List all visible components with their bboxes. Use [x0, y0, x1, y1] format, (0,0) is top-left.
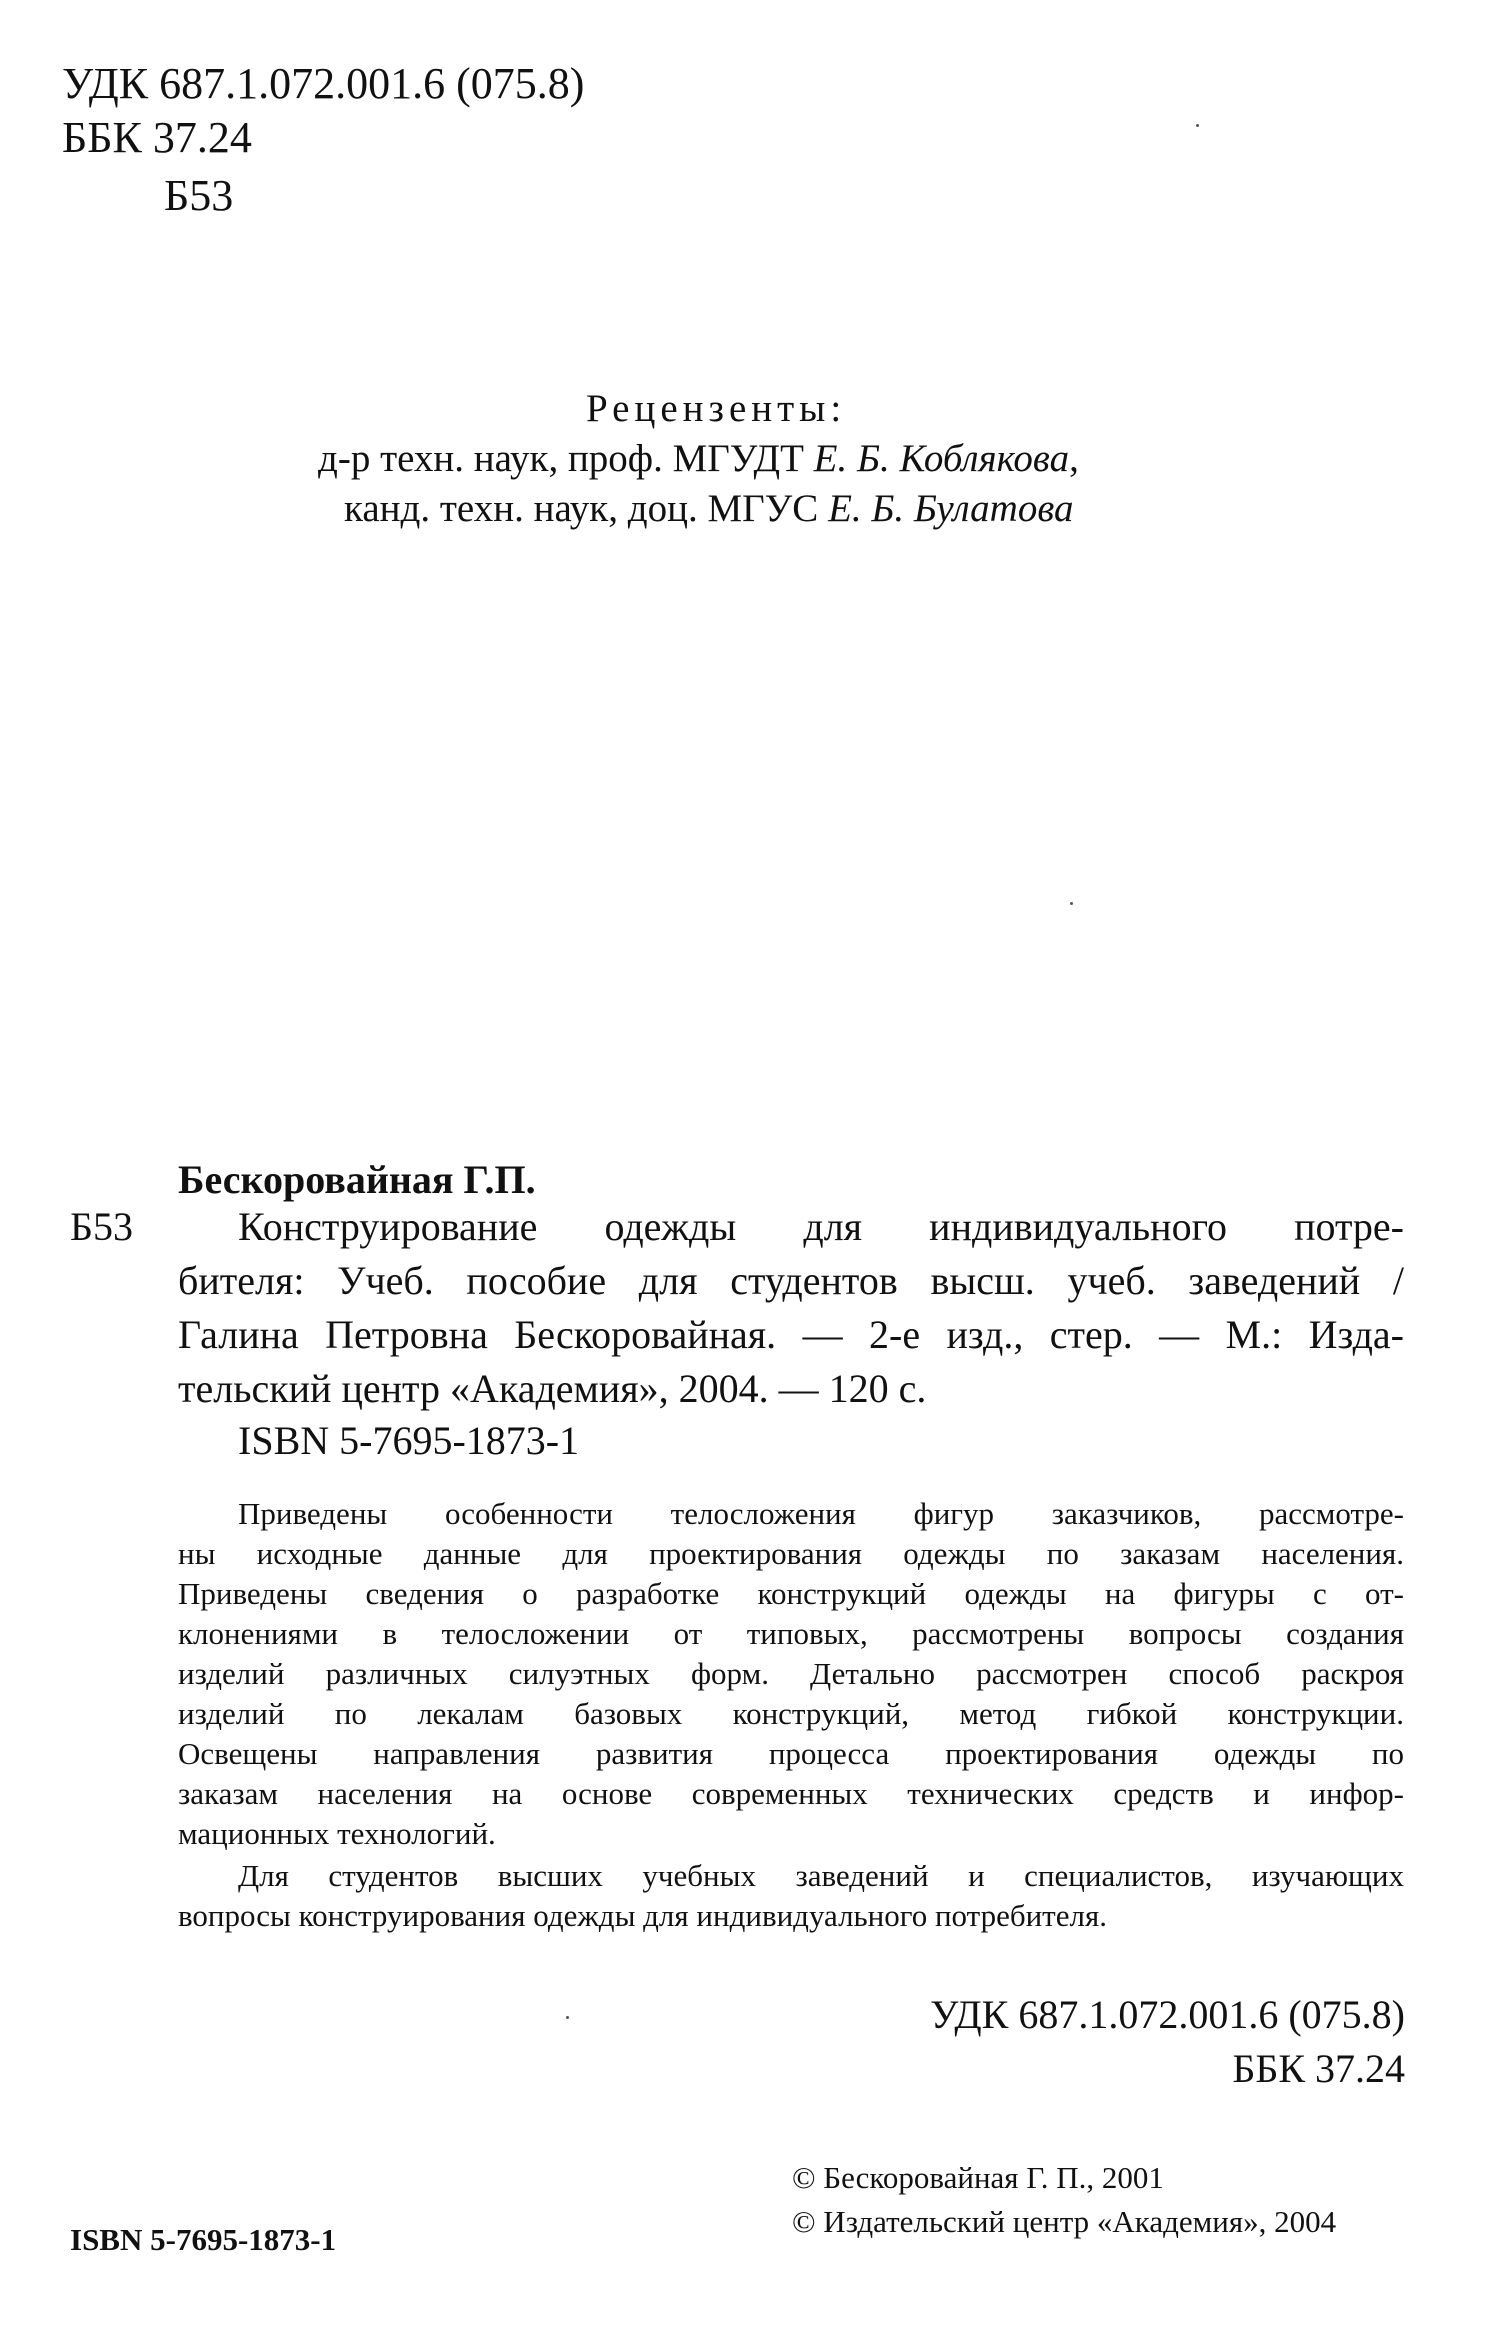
annotation-line: Для студентов высших учебных заведений и специалистов, изучающих — [238, 1858, 1404, 1893]
biblio-line: Конструирование одежды для индивидуального потре- — [238, 1204, 1404, 1249]
reviewer-2-name: Е. Б. Булатова — [828, 487, 1074, 530]
reviewer-1-name: Е. Б. Коблякова — [813, 437, 1070, 480]
reviewer-1 — [318, 434, 1079, 484]
reviewer-1-position: д-р техн. наук, проф. МГУДТ — [318, 437, 814, 480]
bbk-code-bottom: ББК 37.24 — [1232, 2046, 1405, 2091]
annotation-line: Приведены сведения о разработке конструкций одежды на фигуры с от- — [178, 1576, 1404, 1611]
reviewer-1-suffix: , — [1069, 437, 1079, 480]
bbk-code-top: ББК 37.24 — [62, 113, 252, 162]
annotation-line: клонениями в телосложении от типовых, рассмотрены вопросы создания — [178, 1616, 1404, 1651]
author-mark-top: Б53 — [164, 171, 234, 220]
biblio-line: Галина Петровна Бескоровайная. — 2-е изд., стер. — М.: Изда- — [178, 1312, 1404, 1357]
udk-code-bottom: УДК 687.1.072.001.6 (075.8) — [930, 1992, 1405, 2037]
reviewer-2 — [344, 484, 1074, 534]
annotation-line: мационных технологий. — [178, 1816, 496, 1851]
reviewers-title: Рецензенты: — [586, 387, 847, 430]
biblio-isbn: ISBN 5-7695-1873-1 — [238, 1418, 580, 1463]
annotation-line: Приведены особенности телосложения фигур заказчиков, рассмотре- — [238, 1496, 1404, 1531]
annotation-line: заказам населения на основе современных технических средств и инфор- — [178, 1776, 1404, 1811]
scan-speck — [1196, 124, 1199, 127]
biblio-line: тельский центр «Академия», 2004. — 120 с. — [178, 1366, 927, 1411]
annotation-line: вопросы конструирования одежды для индивидуального потребителя. — [178, 1898, 1107, 1933]
copyright-line: © Издательский центр «Академия», 2004 — [792, 2204, 1337, 2239]
udk-code-top: УДК 687.1.072.001.6 (075.8) — [62, 59, 585, 108]
annotation-line: изделий различных силуэтных форм. Детально рассмотрен способ раскроя — [178, 1656, 1404, 1691]
reviewer-2-position: канд. техн. наук, доц. МГУС — [344, 487, 829, 530]
biblio-author-mark: Б53 — [70, 1204, 133, 1249]
biblio-author: Бескоровайная Г.П. — [178, 1157, 536, 1202]
annotation-line: ны исходные данные для проектирования одежды по заказам населения. — [178, 1536, 1404, 1571]
scan-speck — [566, 2016, 569, 2019]
isbn-bottom: ISBN 5-7695-1873-1 — [70, 2222, 337, 2257]
scan-speck — [1070, 902, 1073, 905]
annotation-line: изделий по лекалам базовых конструкций, метод гибкой конструкции. — [178, 1696, 1404, 1731]
annotation-line: Освещены направления развития процесса проектирования одежды по — [178, 1736, 1404, 1771]
copyright-line: © Бескоровайная Г. П., 2001 — [792, 2160, 1164, 2195]
biblio-line: бителя: Учеб. пособие для студентов высш. учеб. заведений / — [178, 1258, 1404, 1303]
